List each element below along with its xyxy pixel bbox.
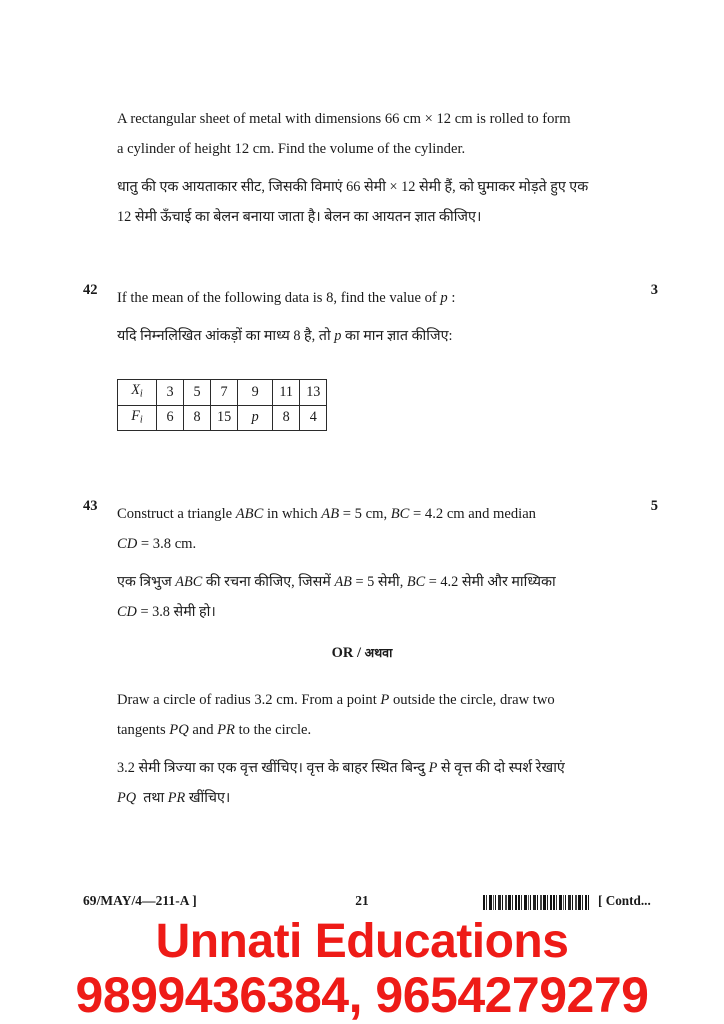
table-row (118, 380, 327, 406)
table-row-label-f (118, 405, 157, 431)
page-footer (0, 893, 724, 915)
question-42-english-line-1: If the mean of the following data is 8, find the value of p : (117, 290, 456, 306)
question-43-english-line-1: Construct a triangle ABC in which AB = 5 cm, BC = 4.2 cm and median (117, 506, 536, 522)
question-43-marks: 5 (650, 498, 658, 514)
spacer (117, 559, 632, 567)
frequency-data-table (117, 379, 327, 431)
question-42-body (117, 283, 632, 351)
or-divider (0, 644, 724, 662)
watermark-phone-numbers: 9899436384, 9654279279 (75, 967, 649, 1023)
table-cell: 5 (184, 380, 211, 406)
question-43-alt-hindi-line-1: 3.2 सेमी त्रिज्या का एक वृत्त खींचिए। वृत्त के बाहर स्थित बिन्दु P से वृत्त की दो स्पर्श रेखाएं (117, 760, 565, 776)
question-43 (83, 499, 658, 627)
table-cell: 7 (211, 380, 238, 406)
question-43-alt-english-line-2: tangents PQ and PR to the circle. (117, 722, 312, 738)
or-english: OR (331, 645, 354, 661)
table-cell-unknown-p: p (238, 405, 273, 431)
question-42-hindi-line-1: यदि निम्नलिखित आंकड़ों का माध्य 8 है, तो p का मान ज्ञात कीजिए: (117, 328, 453, 344)
x-subscript: i (139, 388, 143, 400)
data-table (117, 379, 327, 431)
table-row (118, 405, 327, 431)
question-42 (83, 283, 658, 351)
barcode-icon (483, 895, 589, 910)
question-continued (83, 104, 658, 232)
question-continued-body (117, 104, 632, 232)
table-row-label-x (118, 380, 157, 406)
question-43-alternative (83, 685, 658, 813)
question-continued-english-line-1: A rectangular sheet of metal with dimensions 66 cm × 12 cm is rolled to form (117, 111, 571, 127)
question-43-alternative-body (117, 685, 632, 813)
question-43-hindi-line-2: CD = 3.8 सेमी हो। (117, 604, 216, 620)
footer-page-number: 21 (355, 893, 369, 908)
question-42-marks: 3 (650, 282, 658, 298)
f-label: F (131, 407, 140, 424)
f-subscript: i (139, 414, 143, 426)
x-label: X (131, 382, 140, 398)
footer-paper-code: 69/MAY/4—211-A ] (83, 893, 197, 908)
or-hindi: अथवा (364, 646, 393, 660)
question-43-body (117, 499, 632, 627)
table-cell: 3 (157, 380, 184, 406)
question-43-hindi-line-1: एक त्रिभुज ABC की रचना कीजिए, जिसमें AB = 5 सेमी, BC = 4.2 सेमी और माध्यिका (117, 574, 556, 590)
question-43-english-line-2: CD = 3.8 cm. (117, 536, 197, 552)
footer-contd-label: [ Contd... (598, 893, 651, 908)
question-continued-english-line-2: a cylinder of height 12 cm. Find the volume of the cylinder. (117, 141, 466, 157)
question-continued-hindi-line-1: धातु की एक आयताकार सीट, जिसकी विमाएं 66 सेमी × 12 सेमी हैं, को घुमाकर मोड़ते हुए एक (117, 179, 589, 195)
question-43-alt-hindi-line-2: PQ तथा PR खींचिए। (117, 790, 231, 806)
question-42-number: 42 (83, 282, 98, 298)
question-43-alt-english-line-1: Draw a circle of radius 3.2 cm. From a point P outside the circle, draw two (117, 692, 555, 708)
table-cell: 11 (273, 380, 300, 406)
watermark-institute-name: Unnati Educations (155, 915, 569, 968)
question-continued-hindi-line-2: 12 सेमी ऊँचाई का बेलन बनाया जाता है। बेलन का आयतन ज्ञात कीजिए। (117, 209, 482, 225)
spacer (117, 164, 632, 172)
or-separator: / (353, 645, 365, 661)
table-cell: 8 (184, 405, 211, 431)
table-cell: 9 (238, 380, 273, 406)
table-cell: 15 (211, 405, 238, 431)
spacer (117, 745, 632, 753)
table-cell: 13 (300, 380, 327, 406)
question-43-number: 43 (83, 498, 98, 514)
table-cell: 4 (300, 405, 327, 431)
spacer (117, 313, 632, 321)
table-cell: 6 (157, 405, 184, 431)
table-cell: 8 (273, 405, 300, 431)
